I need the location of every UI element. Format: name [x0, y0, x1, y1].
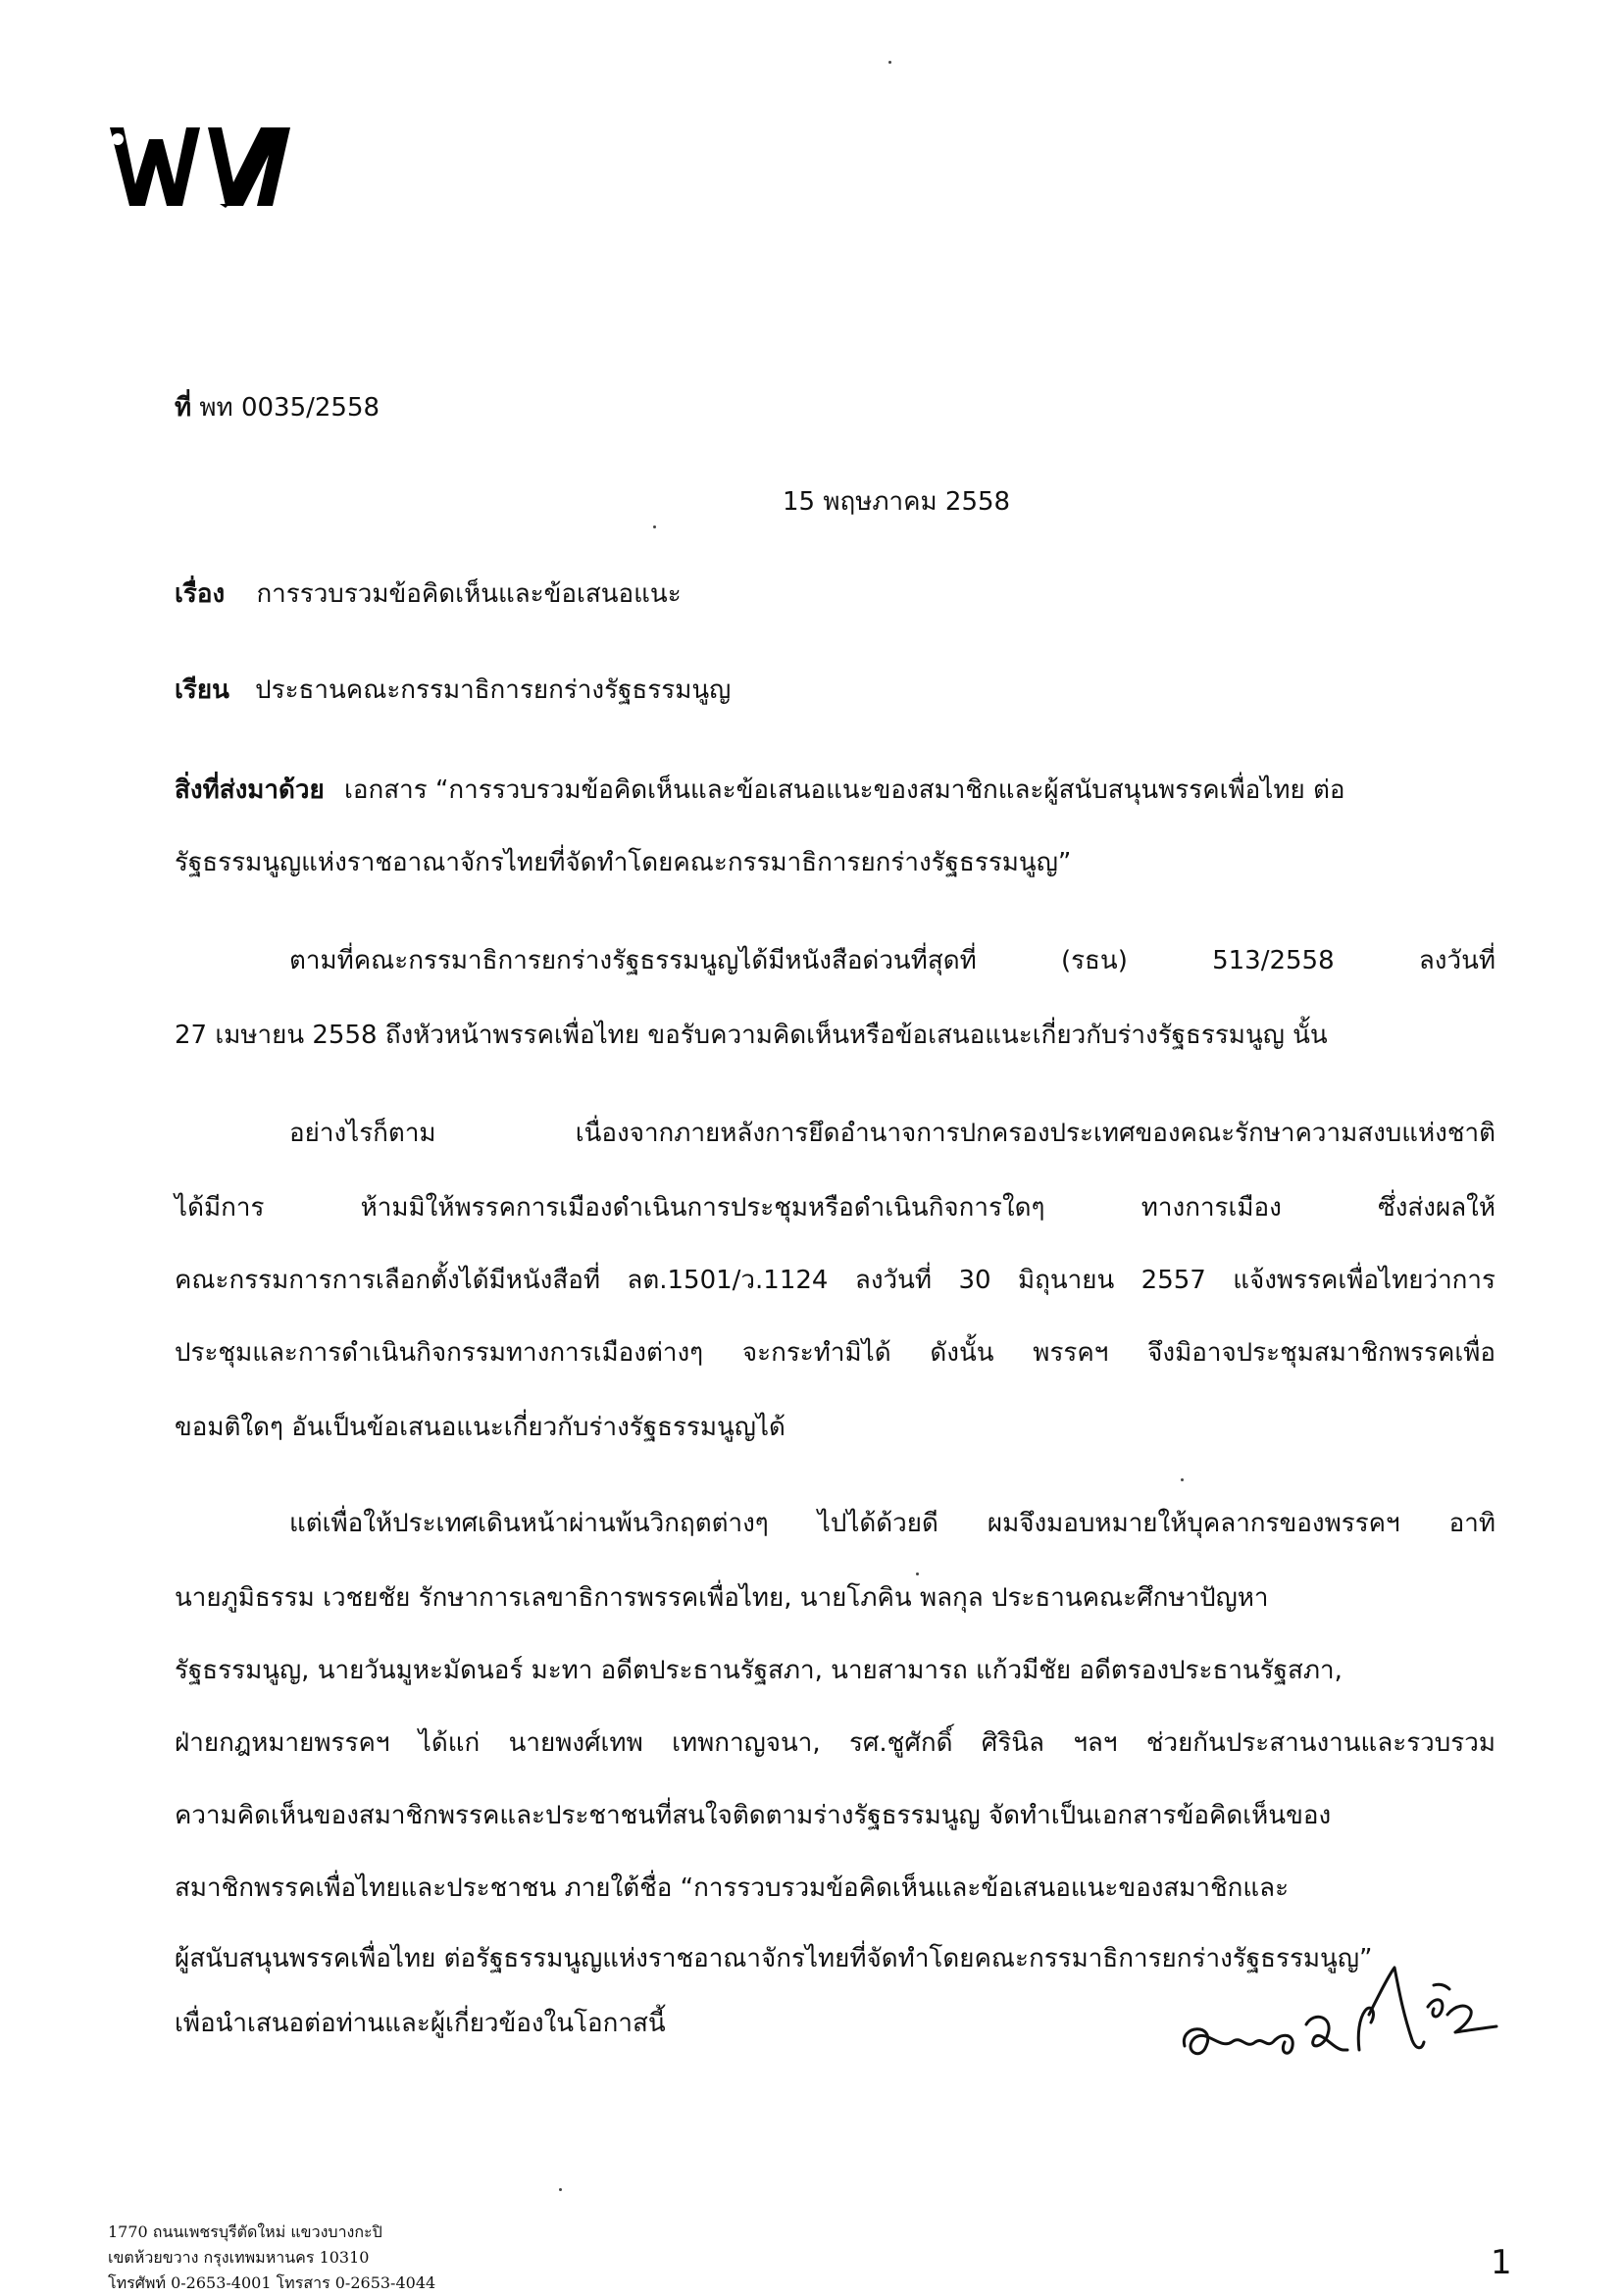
recipient-text: ประธานคณะกรรมาธิการยกร่างรัฐธรรมนูญ: [255, 675, 732, 705]
enclosure-line-2: รัฐธรรมนูญแห่งราชอาณาจักรไทยที่จัดทำโดยคณะกรรมาธิการยกร่างรัฐธรรมนูญ”: [175, 848, 1072, 877]
recipient-line: [175, 671, 731, 710]
paragraph-1-line-2: 27 เมษายน 2558 ถึงหัวหน้าพรรคเพื่อไทย ขอรับความคิดเห็นหรือข้อเสนอแนะเกี่ยวกับร่างรัฐธรรมนูญ นั้น: [175, 1021, 1328, 1050]
scan-speck: [888, 61, 891, 64]
enclosure-label: สิ่งที่ส่งมาด้วย: [175, 775, 325, 805]
paragraph-3-line-7: ผู้สนับสนุนพรรคเพื่อไทย ต่อรัฐธรรมนูญแห่งราชอาณาจักรไทยที่จัดทำโดยคณะกรรมาธิการยกร่างรัฐธรรมนูญ”: [175, 1944, 1373, 1973]
paragraph-2-line-3: คณะกรรมการการเลือกตั้งได้มีหนังสือที่ ลต.1501/ว.1124 ลงวันที่ 30 มิถุนายน 2557 แจ้งพรรคเพื่อไทยว่าการ: [175, 1266, 1495, 1295]
paragraph-3-line-6: สมาชิกพรรคเพื่อไทยและประชาชน ภายใต้ชื่อ “การรวบรวมข้อคิดเห็นและข้อเสนอแนะของสมาชิกและ: [175, 1873, 1290, 1903]
party-logo-icon: [106, 125, 292, 208]
subject-line: [175, 574, 682, 614]
subject-text: การรวบรวมข้อคิดเห็นและข้อเสนอแนะ: [256, 579, 682, 609]
paragraph-3-line-8: เพื่อนำเสนอต่อท่านและผู้เกี่ยวข้องในโอกาสนี้: [175, 2009, 666, 2038]
paragraph-1-line-1: ตามที่คณะกรรมาธิการยกร่างรัฐธรรมนูญได้มีหนังสือด่วนที่สุดที่ (รธน) 513/2558 ลงวันที่: [289, 946, 1495, 975]
scan-speck: [916, 1572, 919, 1575]
scan-speck: [1181, 1478, 1184, 1481]
signature-icon: [1177, 1956, 1500, 2083]
reference-label: ที่: [175, 393, 192, 423]
footer-address-line-1: 1770 ถนนเพชรบุรีตัดใหม่ แขวงบางกะปิ: [108, 2222, 382, 2241]
footer-phone-fax: โทรศัพท์ 0-2653-4001 โทรสาร 0-2653-4044: [108, 2273, 436, 2292]
paragraph-3-line-5: ความคิดเห็นของสมาชิกพรรคและประชาชนที่สนใจติดตามร่างรัฐธรรมนูญ จัดทำเป็นเอกสารข้อคิดเห็นของ: [175, 1801, 1332, 1830]
scan-speck: [559, 2188, 562, 2191]
paragraph-2-line-1: อย่างไรก็ตาม เนื่องจากภายหลังการยึดอำนาจการปกครองประเทศของคณะรักษาความสงบแห่งชาติ: [289, 1119, 1495, 1148]
letter-date: 15 พฤษภาคม 2558: [783, 487, 1011, 517]
recipient-label: เรียน: [175, 675, 229, 705]
reference-number: [175, 388, 380, 427]
reference-value: พท 0035/2558: [199, 393, 380, 423]
footer-address-line-2: เขตห้วยขวาง กรุงเทพมหานคร 10310: [108, 2248, 370, 2267]
paragraph-3-line-1: แต่เพื่อให้ประเทศเดินหน้าผ่านพ้นวิกฤตต่างๆ ไปได้ด้วยดี ผมจึงมอบหมายให้บุคลากรของพรรคฯ อาทิ: [289, 1509, 1495, 1538]
enclosure-text-1: เอกสาร “การรวบรวมข้อคิดเห็นและข้อเสนอแนะของสมาชิกและผู้สนับสนุนพรรคเพื่อไทย ต่อ: [344, 775, 1345, 805]
paragraph-2-line-5: ขอมติใดๆ อันเป็นข้อเสนอแนะเกี่ยวกับร่างรัฐธรรมนูญได้: [175, 1413, 786, 1442]
paragraph-3-line-2: นายภูมิธรรม เวชยชัย รักษาการเลขาธิการพรรคเพื่อไทย, นายโภคิน พลกุล ประธานคณะศึกษาปัญหา: [175, 1583, 1269, 1613]
paragraph-2-line-4: ประชุมและการดำเนินกิจกรรมทางการเมืองต่างๆ จะกระทำมิได้ ดังนั้น พรรคฯ จึงมิอาจประชุมสมาชิกพรรคเพื่อ: [175, 1338, 1495, 1368]
scan-speck: [653, 525, 656, 528]
page-number: 1: [1491, 2243, 1512, 2282]
paragraph-3-line-3: รัฐธรรมนูญ, นายวันมูหะมัดนอร์ มะทา อดีตประธานรัฐสภา, นายสามารถ แก้วมีชัย อดีตรองประธานรัฐสภา,: [175, 1656, 1343, 1685]
subject-label: เรื่อง: [175, 579, 226, 609]
paragraph-2-line-2: ได้มีการ ห้ามมิให้พรรคการเมืองดำเนินการประชุมหรือดำเนินกิจการใดๆ ทางการเมือง ซึ่งส่งผลให้: [175, 1193, 1495, 1223]
enclosure-line-1: [175, 771, 1345, 810]
paragraph-3-line-4: ฝ่ายกฎหมายพรรคฯ ได้แก่ นายพงศ์เทพ เทพกาญจนา, รศ.ชูศักดิ์ ศิรินิล ฯลฯ ช่วยกันประสานงานและรวบรวม: [175, 1728, 1495, 1758]
